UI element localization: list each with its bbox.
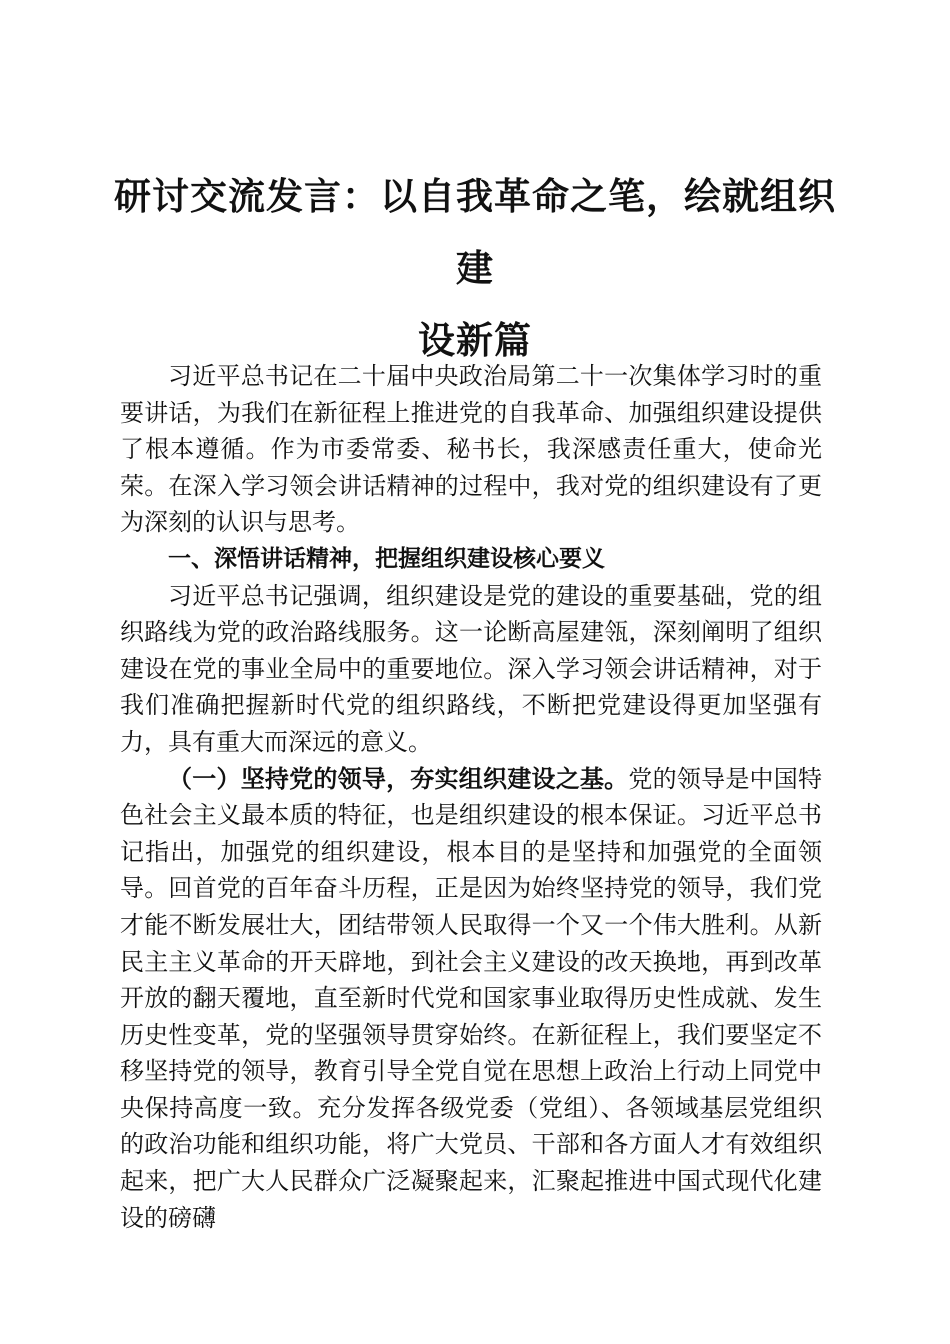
intro-paragraph: 习近平总书记在二十届中央政治局第二十一次集体学习时的重要讲话，为我们在新征程上推进党的自我革命、加强组织建设提供了根本遵循。作为市委常委、秘书长，我深感责任重大，使命光荣。在深入学习领会讲话精神的过程中，我对党的组织建设有了更为深刻的认识与思考。 xyxy=(120,362,822,537)
title-line-2: 设新篇 xyxy=(418,318,532,362)
section-heading-1: 一、深悟讲话精神，把握组织建设核心要义 xyxy=(168,545,605,572)
document-body xyxy=(120,358,822,1236)
point-1-paragraph xyxy=(120,761,822,1237)
document-title xyxy=(110,160,840,376)
point-1-lead: （一）坚持党的领导，夯实组织建设之基。 xyxy=(168,764,629,793)
title-line-1: 研讨交流发言：以自我革命之笔，绘就组织建 xyxy=(114,174,836,290)
section-1-paragraph: 习近平总书记强调，组织建设是党的建设的重要基础，党的组织路线为党的政治路线服务。这一论断高屋建瓴，深刻阐明了组织建设在党的事业全局中的重要地位。深入学习领会讲话精神，对于我们准确把握新时代党的组织路线，不断把党建设得更加坚强有力，具有重大而深远的意义。 xyxy=(120,581,822,756)
point-1-text: 党的领导是中国特色社会主义最本质的特征，也是组织建设的根本保证。习近平总书记指出，加强党的组织建设，根本目的是坚持和加强党的全面领导。回首党的百年奋斗历程，正是因为始终坚持党的领导，我们党才能不断发展壮大，团结带领人民取得一个又一个伟大胜利。从新民主主义革命的开天辟地，到社会主义建设的改天换地，再到改革开放的翻天覆地，直至新时代党和国家事业取得历史性成就、发生历史性变革，党的坚强领导贯穿始终。在新征程上，我们要坚定不移坚持党的领导，教育引导全党自觉在思想上政治上行动上同党中央保持高度一致。充分发挥各级党委（党组）、各领域基层党组织的政治功能和组织功能，将广大党员、干部和各方面人才有效组织起来，把广大人民群众广泛凝聚起来，汇聚起推进中国式现代化建设的磅礴 xyxy=(120,764,823,1232)
